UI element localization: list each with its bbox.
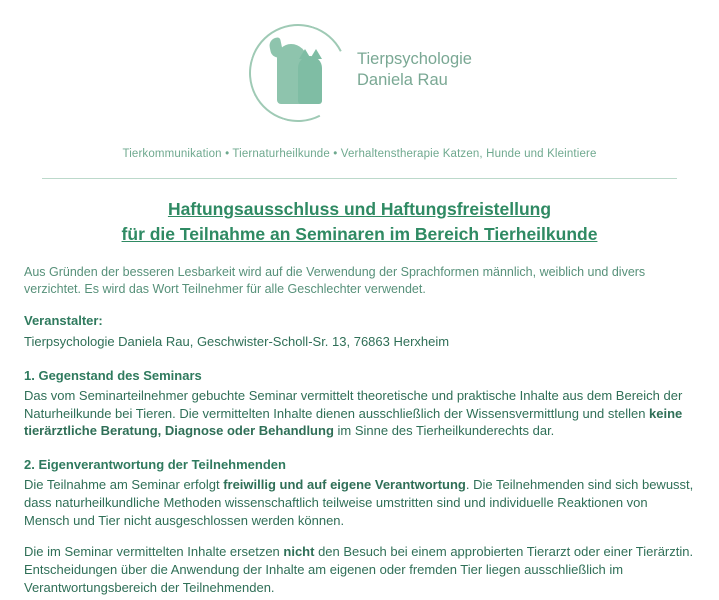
animals-circle-icon [247,22,351,126]
section-2-heading: 2. Eigenverantwortung der Teilnehmenden [24,457,286,473]
text-run-bold: nicht [283,544,315,560]
logo-line-1: Tierpsychologie [357,50,472,69]
logo-header [18,0,701,134]
organizer-label: Veranstalter: [24,312,103,328]
text-run: im Sinne des Tierheilkunderechts dar. [333,423,555,439]
organizer-value: Tierpsychologie Daniela Rau, Geschwister-Scholl-Sr. 13, 76863 Herxheim [24,333,450,349]
text-run: Die Teilnahme am Seminar erfolgt [24,477,224,493]
text-run: Das vom Seminarteilnehmer gebuchte Seminar vermittelt theoretische und praktische Inhalte aus dem Bereich der Naturheilkunde bei Tieren. Die vermittelten Inhalte dienen ausschließlich der Wissensvermittlung und stellen [24,387,683,421]
text-run-bold: keine tierärztliche Beratung, Diagnose oder Behandlung [24,405,683,439]
gender-note: Aus Gründen der besseren Lesbarkeit wird auf die Verwendung der Sprachformen männlich, weiblich und divers verzichtet. Es wird das Wort Teilnehmer für alle Geschlechter verwendet. [24,264,646,297]
page-title [18,197,701,248]
text-run: Die im Seminar vermittelten Inhalte ersetzen [24,544,284,560]
section-1-paragraph-1 [24,387,695,441]
section-2-paragraph-1 [24,476,695,530]
logo [247,22,472,126]
text-run: . Die Teilnehmenden sind sich bewusst, dass naturheilkundliche Methoden wissenschaftlich teilweise umstritten sind und individuelle Reaktionen von Mensch und Tier nicht ausgeschlossen werden können. [24,477,694,529]
section-2-paragraph-2 [24,543,695,597]
logo-line-2: Daniela Rau [357,71,448,89]
logo-text [357,49,472,98]
cat-icon [298,56,322,104]
section-1-heading: 1. Gegenstand des Seminars [24,367,202,383]
text-run-bold: freiwillig und auf eigene Verantwortung [223,477,466,493]
page-title-line-1: Haftungsausschluss und Haftungsfreistellung [167,199,552,219]
text-run: den Besuch bei einem approbierten Tierarzt oder einer Tierärztin. Entscheidungen über die Anwendung der Inhalte am eigenen oder fremden Tier liegen ausschließlich im Verantwortungsbereich der Teilnehmenden. [24,544,694,595]
document-body [18,264,701,597]
header-divider [42,178,677,179]
page-title-line-2: für die Teilnahme an Seminaren im Bereich Tierheilkunde [121,224,598,245]
tagline: Tierkommunikation • Tiernaturheilkunde • Verhaltenstherapie Katzen, Hunde und Kleintiere [122,148,597,160]
